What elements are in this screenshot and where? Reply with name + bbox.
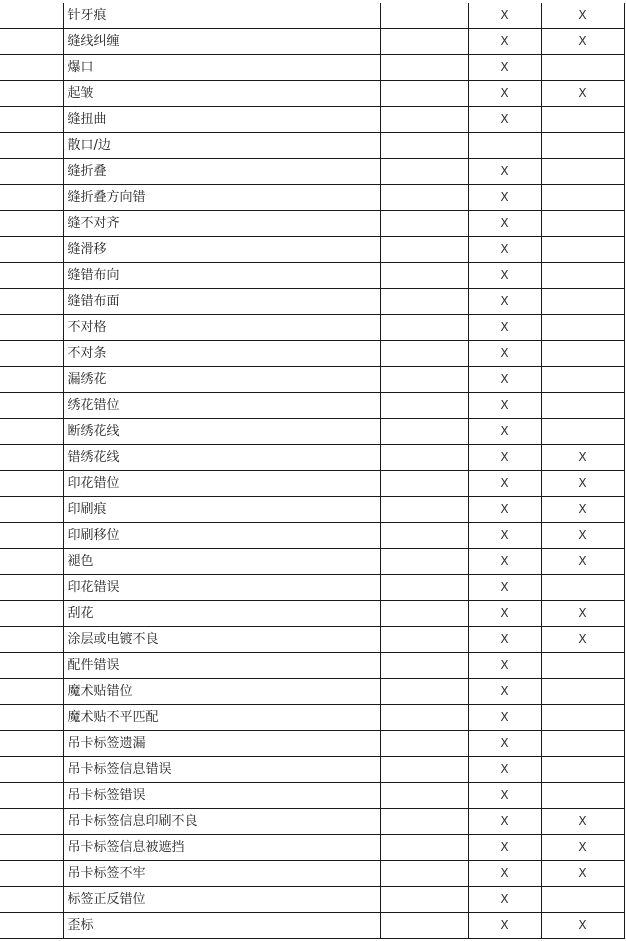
- column-a-cell: [380, 81, 468, 107]
- column-c-cell: X: [541, 523, 624, 549]
- column-a-cell: [380, 289, 468, 315]
- column-c-cell: X: [541, 497, 624, 523]
- column-b-cell: X: [468, 627, 541, 653]
- column-c-cell: [541, 237, 624, 263]
- table-row: [0, 783, 624, 809]
- table-row: [0, 367, 624, 393]
- column-c-cell: [541, 393, 624, 419]
- table-row: [0, 185, 624, 211]
- column-b-cell: X: [468, 913, 541, 939]
- column-b-cell: X: [468, 731, 541, 757]
- defect-name-cell: 漏绣花: [63, 367, 380, 393]
- column-a-cell: [380, 497, 468, 523]
- defect-name-cell: 起皱: [63, 81, 380, 107]
- table-row: [0, 523, 624, 549]
- column-c-cell: X: [541, 81, 624, 107]
- table-row: [0, 653, 624, 679]
- column-a-cell: [380, 783, 468, 809]
- column-a-cell: [380, 835, 468, 861]
- column-b-cell: X: [468, 185, 541, 211]
- defect-name-cell: 吊卡标签错误: [63, 783, 380, 809]
- column-c-cell: [541, 133, 624, 159]
- row-index-cell: [0, 679, 63, 705]
- table-row: [0, 705, 624, 731]
- row-index-cell: [0, 55, 63, 81]
- defect-name-cell: 缝折叠方向错: [63, 185, 380, 211]
- column-a-cell: [380, 133, 468, 159]
- row-index-cell: [0, 471, 63, 497]
- column-c-cell: [541, 211, 624, 237]
- column-c-cell: [541, 185, 624, 211]
- table-row: [0, 133, 624, 159]
- column-b-cell: X: [468, 237, 541, 263]
- table-row: [0, 29, 624, 55]
- column-b-cell: X: [468, 809, 541, 835]
- table-row: [0, 211, 624, 237]
- column-a-cell: [380, 549, 468, 575]
- column-a-cell: [380, 809, 468, 835]
- defect-name-cell: 缝滑移: [63, 237, 380, 263]
- defect-name-cell: 吊卡标签信息错误: [63, 757, 380, 783]
- table-row: [0, 549, 624, 575]
- column-b-cell: X: [468, 757, 541, 783]
- defect-name-cell: 魔术贴错位: [63, 679, 380, 705]
- defect-name-cell: 针牙痕: [63, 3, 380, 29]
- row-index-cell: [0, 81, 63, 107]
- row-index-cell: [0, 3, 63, 29]
- column-a-cell: [380, 575, 468, 601]
- defect-name-cell: 错绣花线: [63, 445, 380, 471]
- defect-name-cell: 标签正反错位: [63, 887, 380, 913]
- table-row: [0, 159, 624, 185]
- column-c-cell: [541, 289, 624, 315]
- column-b-cell: X: [468, 653, 541, 679]
- column-b-cell: X: [468, 497, 541, 523]
- row-index-cell: [0, 445, 63, 471]
- row-index-cell: [0, 341, 63, 367]
- column-a-cell: [380, 887, 468, 913]
- column-c-cell: [541, 653, 624, 679]
- row-index-cell: [0, 913, 63, 939]
- column-a-cell: [380, 679, 468, 705]
- column-b-cell: X: [468, 445, 541, 471]
- row-index-cell: [0, 601, 63, 627]
- column-b-cell: X: [468, 159, 541, 185]
- column-c-cell: [541, 159, 624, 185]
- row-index-cell: [0, 419, 63, 445]
- column-c-cell: [541, 783, 624, 809]
- column-a-cell: [380, 341, 468, 367]
- row-index-cell: [0, 705, 63, 731]
- column-b-cell: X: [468, 705, 541, 731]
- column-a-cell: [380, 653, 468, 679]
- column-b-cell: X: [468, 107, 541, 133]
- table-row: [0, 237, 624, 263]
- column-a-cell: [380, 211, 468, 237]
- table-row: [0, 263, 624, 289]
- column-b-cell: X: [468, 393, 541, 419]
- table-row: [0, 913, 624, 939]
- column-c-cell: [541, 367, 624, 393]
- table-row: [0, 81, 624, 107]
- table-row: [0, 835, 624, 861]
- column-a-cell: [380, 3, 468, 29]
- defect-table-body: [0, 3, 624, 939]
- column-c-cell: X: [541, 835, 624, 861]
- column-c-cell: X: [541, 861, 624, 887]
- table-row: [0, 757, 624, 783]
- column-a-cell: [380, 523, 468, 549]
- defect-name-cell: 不对格: [63, 315, 380, 341]
- table-row: [0, 887, 624, 913]
- table-row: [0, 341, 624, 367]
- row-index-cell: [0, 731, 63, 757]
- defect-name-cell: 吊卡标签信息被遮挡: [63, 835, 380, 861]
- column-c-cell: X: [541, 913, 624, 939]
- column-b-cell: X: [468, 315, 541, 341]
- column-b-cell: X: [468, 783, 541, 809]
- column-a-cell: [380, 445, 468, 471]
- column-c-cell: X: [541, 29, 624, 55]
- row-index-cell: [0, 367, 63, 393]
- column-c-cell: [541, 419, 624, 445]
- table-row: [0, 419, 624, 445]
- column-c-cell: [541, 705, 624, 731]
- defect-name-cell: 缝错布面: [63, 289, 380, 315]
- row-index-cell: [0, 315, 63, 341]
- table-row: [0, 809, 624, 835]
- column-a-cell: [380, 705, 468, 731]
- row-index-cell: [0, 29, 63, 55]
- defect-name-cell: 缝错布向: [63, 263, 380, 289]
- column-a-cell: [380, 419, 468, 445]
- defect-name-cell: 印花错位: [63, 471, 380, 497]
- column-b-cell: X: [468, 29, 541, 55]
- row-index-cell: [0, 653, 63, 679]
- column-c-cell: X: [541, 809, 624, 835]
- table-row: [0, 679, 624, 705]
- row-index-cell: [0, 835, 63, 861]
- row-index-cell: [0, 783, 63, 809]
- column-c-cell: [541, 731, 624, 757]
- column-c-cell: [541, 679, 624, 705]
- column-c-cell: X: [541, 3, 624, 29]
- row-index-cell: [0, 159, 63, 185]
- row-index-cell: [0, 757, 63, 783]
- row-index-cell: [0, 523, 63, 549]
- row-index-cell: [0, 263, 63, 289]
- table-row: [0, 497, 624, 523]
- table-row: [0, 601, 624, 627]
- column-c-cell: [541, 107, 624, 133]
- row-index-cell: [0, 289, 63, 315]
- column-b-cell: X: [468, 679, 541, 705]
- table-row: [0, 731, 624, 757]
- column-b-cell: X: [468, 887, 541, 913]
- column-a-cell: [380, 601, 468, 627]
- defect-name-cell: 印刷移位: [63, 523, 380, 549]
- column-b-cell: X: [468, 419, 541, 445]
- table-row: [0, 471, 624, 497]
- column-a-cell: [380, 29, 468, 55]
- defect-name-cell: 印刷痕: [63, 497, 380, 523]
- defect-name-cell: 印花错误: [63, 575, 380, 601]
- row-index-cell: [0, 185, 63, 211]
- column-c-cell: [541, 575, 624, 601]
- defect-name-cell: 缝不对齐: [63, 211, 380, 237]
- table-row: [0, 55, 624, 81]
- column-a-cell: [380, 237, 468, 263]
- defect-name-cell: 歪标: [63, 913, 380, 939]
- column-b-cell: X: [468, 549, 541, 575]
- column-b-cell: X: [468, 211, 541, 237]
- column-b-cell: X: [468, 601, 541, 627]
- row-index-cell: [0, 627, 63, 653]
- column-a-cell: [380, 757, 468, 783]
- column-c-cell: [541, 887, 624, 913]
- column-b-cell: X: [468, 523, 541, 549]
- column-b-cell: X: [468, 3, 541, 29]
- row-index-cell: [0, 133, 63, 159]
- defect-table: [0, 3, 625, 939]
- defect-name-cell: 爆口: [63, 55, 380, 81]
- column-b-cell: [468, 133, 541, 159]
- column-b-cell: X: [468, 341, 541, 367]
- column-c-cell: X: [541, 471, 624, 497]
- column-b-cell: X: [468, 471, 541, 497]
- defect-name-cell: 散口/边: [63, 133, 380, 159]
- column-b-cell: X: [468, 263, 541, 289]
- column-c-cell: X: [541, 627, 624, 653]
- table-row: [0, 315, 624, 341]
- column-b-cell: X: [468, 81, 541, 107]
- defect-name-cell: 刮花: [63, 601, 380, 627]
- row-index-cell: [0, 497, 63, 523]
- table-row: [0, 289, 624, 315]
- defect-name-cell: 褪色: [63, 549, 380, 575]
- defect-name-cell: 涂层或电镀不良: [63, 627, 380, 653]
- defect-name-cell: 吊卡标签不牢: [63, 861, 380, 887]
- column-c-cell: [541, 341, 624, 367]
- row-index-cell: [0, 861, 63, 887]
- column-a-cell: [380, 315, 468, 341]
- defect-name-cell: 缝扭曲: [63, 107, 380, 133]
- defect-name-cell: 魔术贴不平匹配: [63, 705, 380, 731]
- column-b-cell: X: [468, 861, 541, 887]
- column-a-cell: [380, 107, 468, 133]
- defect-name-cell: 吊卡标签遗漏: [63, 731, 380, 757]
- column-a-cell: [380, 263, 468, 289]
- column-c-cell: [541, 757, 624, 783]
- defect-name-cell: 不对条: [63, 341, 380, 367]
- column-c-cell: [541, 315, 624, 341]
- column-c-cell: [541, 55, 624, 81]
- defect-name-cell: 吊卡标签信息印刷不良: [63, 809, 380, 835]
- column-b-cell: X: [468, 367, 541, 393]
- column-a-cell: [380, 185, 468, 211]
- column-a-cell: [380, 159, 468, 185]
- column-a-cell: [380, 55, 468, 81]
- row-index-cell: [0, 887, 63, 913]
- defect-name-cell: 缝折叠: [63, 159, 380, 185]
- row-index-cell: [0, 237, 63, 263]
- column-c-cell: [541, 263, 624, 289]
- column-b-cell: X: [468, 575, 541, 601]
- row-index-cell: [0, 393, 63, 419]
- column-a-cell: [380, 367, 468, 393]
- column-a-cell: [380, 731, 468, 757]
- defect-name-cell: 断绣花线: [63, 419, 380, 445]
- column-c-cell: X: [541, 445, 624, 471]
- row-index-cell: [0, 809, 63, 835]
- column-c-cell: X: [541, 601, 624, 627]
- column-a-cell: [380, 627, 468, 653]
- column-b-cell: X: [468, 289, 541, 315]
- table-row: [0, 575, 624, 601]
- column-b-cell: X: [468, 55, 541, 81]
- column-a-cell: [380, 471, 468, 497]
- row-index-cell: [0, 107, 63, 133]
- table-row: [0, 393, 624, 419]
- defect-name-cell: 配件错误: [63, 653, 380, 679]
- table-row: [0, 3, 624, 29]
- table-row: [0, 445, 624, 471]
- row-index-cell: [0, 211, 63, 237]
- defect-name-cell: 缝线纠缠: [63, 29, 380, 55]
- column-c-cell: X: [541, 549, 624, 575]
- column-b-cell: X: [468, 835, 541, 861]
- column-a-cell: [380, 393, 468, 419]
- row-index-cell: [0, 575, 63, 601]
- defect-name-cell: 绣花错位: [63, 393, 380, 419]
- table-row: [0, 627, 624, 653]
- row-index-cell: [0, 549, 63, 575]
- column-a-cell: [380, 861, 468, 887]
- table-row: [0, 861, 624, 887]
- column-a-cell: [380, 913, 468, 939]
- table-row: [0, 107, 624, 133]
